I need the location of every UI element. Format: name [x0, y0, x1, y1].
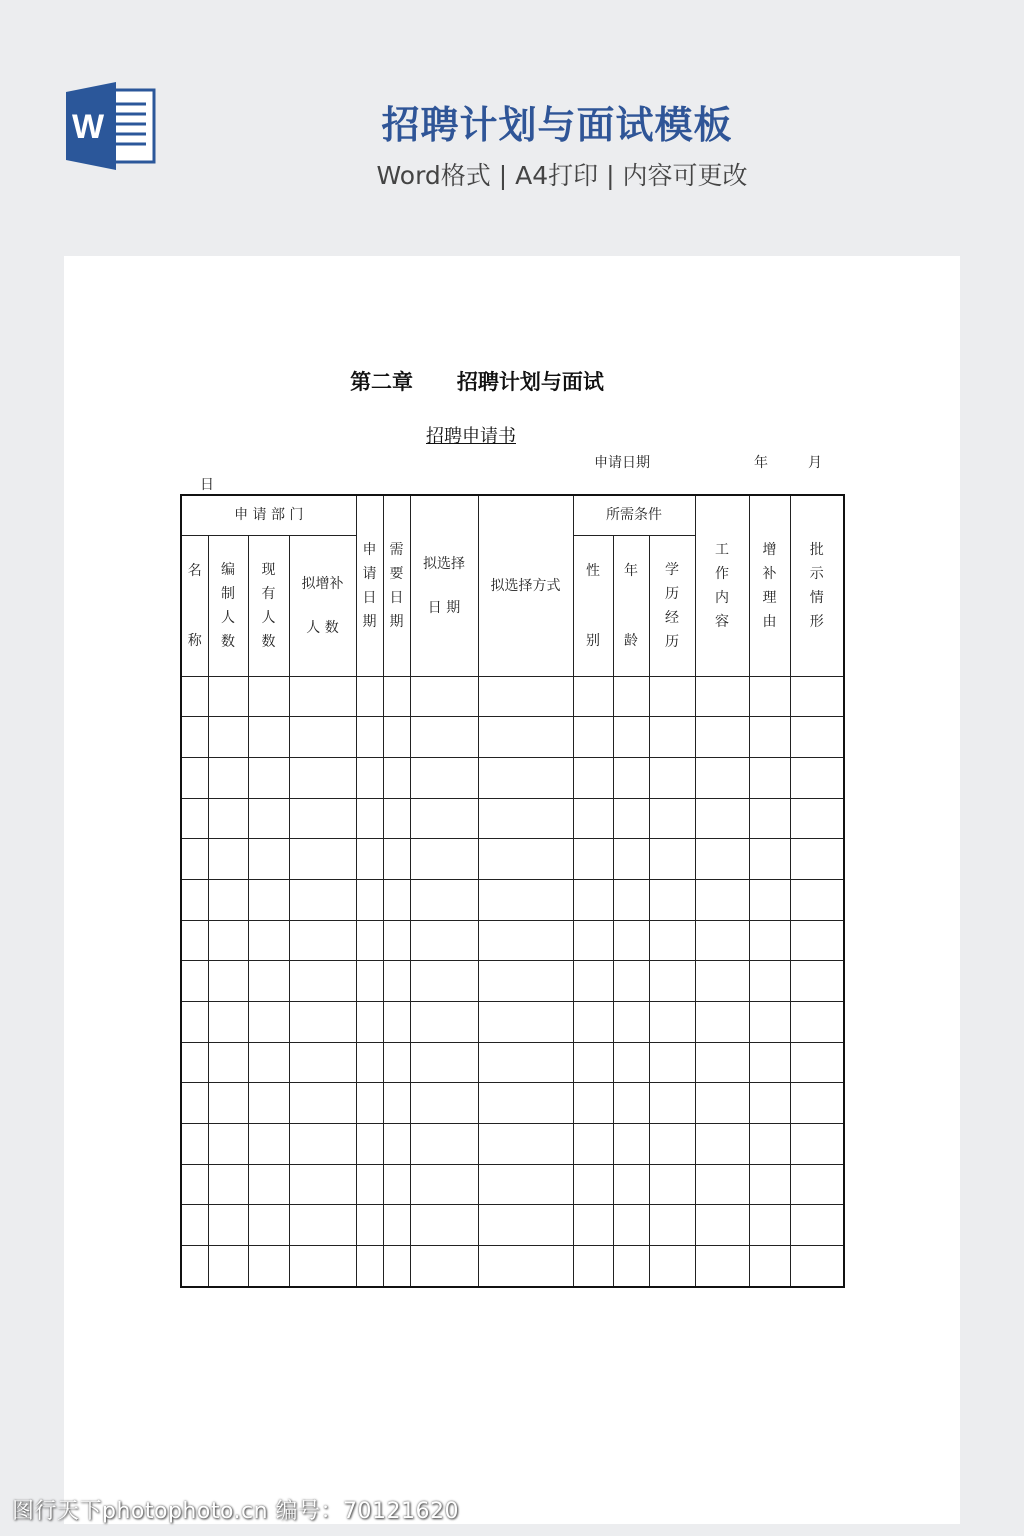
table-cell[interactable] [613, 961, 649, 1002]
table-cell[interactable] [790, 1042, 844, 1083]
table-cell[interactable] [356, 1246, 383, 1287]
table-cell[interactable] [383, 798, 410, 839]
table-cell[interactable] [613, 1124, 649, 1165]
table-cell[interactable] [410, 839, 478, 880]
header-age: 年龄 [613, 535, 649, 676]
table-cell[interactable] [695, 1164, 749, 1205]
table-cell[interactable] [649, 1246, 695, 1287]
table-cell[interactable] [248, 879, 289, 920]
table-cell[interactable] [356, 798, 383, 839]
table-cell[interactable] [749, 798, 790, 839]
table-cell[interactable] [356, 1205, 383, 1246]
table-cell[interactable] [208, 1002, 248, 1043]
table-cell[interactable] [383, 676, 410, 717]
table-cell[interactable] [749, 1164, 790, 1205]
table-cell[interactable] [356, 1164, 383, 1205]
table-row [181, 717, 844, 758]
table-cell[interactable] [613, 879, 649, 920]
table-cell[interactable] [749, 1042, 790, 1083]
table-cell[interactable] [181, 839, 208, 880]
table-cell[interactable] [410, 1205, 478, 1246]
table-cell[interactable] [289, 961, 356, 1002]
table-cell[interactable] [248, 798, 289, 839]
header-select-method: 拟选择方式 [478, 495, 573, 676]
month-label: 月 [808, 455, 822, 471]
table-cell[interactable] [478, 717, 573, 758]
table-cell[interactable] [695, 1205, 749, 1246]
table-cell[interactable] [289, 1083, 356, 1124]
table-cell[interactable] [248, 839, 289, 880]
table-cell[interactable] [613, 1205, 649, 1246]
table-cell[interactable] [208, 961, 248, 1002]
header-approval: 批示情形 [790, 495, 844, 676]
table-cell[interactable] [410, 920, 478, 961]
table-cell[interactable] [749, 1124, 790, 1165]
table-row [181, 961, 844, 1002]
table-cell[interactable] [790, 879, 844, 920]
table-cell[interactable] [478, 879, 573, 920]
table-cell[interactable] [181, 1164, 208, 1205]
table-cell[interactable] [695, 920, 749, 961]
table-cell[interactable] [383, 1205, 410, 1246]
table-cell[interactable] [383, 961, 410, 1002]
table-cell[interactable] [289, 1042, 356, 1083]
table-cell[interactable] [478, 1083, 573, 1124]
table-cell[interactable] [410, 757, 478, 798]
table-cell[interactable] [749, 961, 790, 1002]
table-cell[interactable] [410, 1042, 478, 1083]
table-cell[interactable] [248, 1042, 289, 1083]
table-cell[interactable] [790, 961, 844, 1002]
table-cell[interactable] [289, 1164, 356, 1205]
table-cell[interactable] [248, 676, 289, 717]
table-cell[interactable] [790, 1124, 844, 1165]
table-cell[interactable] [181, 798, 208, 839]
table-cell[interactable] [383, 1042, 410, 1083]
table-cell[interactable] [649, 1164, 695, 1205]
table-cell[interactable] [573, 920, 613, 961]
table-cell[interactable] [356, 717, 383, 758]
form-title: 招聘申请书 [426, 426, 516, 447]
page-subtitle: Word格式 | A4打印 | 内容可更改 [376, 161, 748, 190]
table-cell[interactable] [181, 1205, 208, 1246]
table-cell[interactable] [410, 1124, 478, 1165]
table-cell[interactable] [289, 717, 356, 758]
table-cell[interactable] [478, 1124, 573, 1165]
header-reason: 增补理由 [749, 495, 790, 676]
table-cell[interactable] [749, 757, 790, 798]
table-cell[interactable] [790, 717, 844, 758]
table-cell[interactable] [248, 1205, 289, 1246]
table-cell[interactable] [790, 1083, 844, 1124]
table-cell[interactable] [649, 757, 695, 798]
table-cell[interactable] [790, 798, 844, 839]
table-cell[interactable] [573, 839, 613, 880]
table-cell[interactable] [613, 1002, 649, 1043]
table-cell[interactable] [573, 879, 613, 920]
table-cell[interactable] [573, 1164, 613, 1205]
table-cell[interactable] [208, 1042, 248, 1083]
table-row [181, 839, 844, 880]
table-row [181, 1164, 844, 1205]
table-cell[interactable] [613, 1246, 649, 1287]
table-cell[interactable] [410, 798, 478, 839]
table-cell[interactable] [790, 676, 844, 717]
table-cell[interactable] [410, 1246, 478, 1287]
table-cell[interactable] [573, 798, 613, 839]
table-cell[interactable] [613, 1042, 649, 1083]
table-cell[interactable] [649, 798, 695, 839]
table-cell[interactable] [410, 1083, 478, 1124]
table-cell[interactable] [613, 1083, 649, 1124]
table-cell[interactable] [356, 1124, 383, 1165]
table-cell[interactable] [181, 879, 208, 920]
page-title: 招聘计划与面试模板 [381, 103, 733, 147]
table-cell[interactable] [695, 717, 749, 758]
table-cell[interactable] [695, 676, 749, 717]
table-row [181, 676, 844, 717]
table-cell[interactable] [573, 1002, 613, 1043]
table-cell[interactable] [289, 920, 356, 961]
table-cell[interactable] [695, 798, 749, 839]
table-cell[interactable] [749, 717, 790, 758]
table-cell[interactable] [695, 1002, 749, 1043]
word-icon-letter: W [71, 108, 105, 146]
table-cell[interactable] [613, 839, 649, 880]
table-cell[interactable] [478, 839, 573, 880]
table-cell[interactable] [649, 839, 695, 880]
table-cell[interactable] [573, 1205, 613, 1246]
table-cell[interactable] [289, 879, 356, 920]
table-cell[interactable] [749, 879, 790, 920]
table-cell[interactable] [289, 1124, 356, 1165]
table-cell[interactable] [573, 961, 613, 1002]
table-cell[interactable] [749, 1002, 790, 1043]
table-cell[interactable] [208, 798, 248, 839]
table-cell[interactable] [181, 757, 208, 798]
table-cell[interactable] [410, 961, 478, 1002]
table-cell[interactable] [248, 1124, 289, 1165]
table-cell[interactable] [383, 1164, 410, 1205]
header-gender: 性别 [573, 535, 613, 676]
table-cell[interactable] [383, 717, 410, 758]
table-cell[interactable] [208, 920, 248, 961]
table-row [181, 1083, 844, 1124]
table-cell[interactable] [749, 1246, 790, 1287]
table-cell[interactable] [478, 1205, 573, 1246]
header-dept-group: 申 请 部 门 [181, 495, 356, 535]
table-cell[interactable] [573, 1083, 613, 1124]
table-cell[interactable] [649, 920, 695, 961]
table-cell[interactable] [356, 961, 383, 1002]
table-cell[interactable] [613, 757, 649, 798]
table-cell[interactable] [181, 717, 208, 758]
table-cell[interactable] [181, 1042, 208, 1083]
table-row [181, 1246, 844, 1287]
table-cell[interactable] [383, 1124, 410, 1165]
table-cell[interactable] [208, 1164, 248, 1205]
watermark: 图行天下photophoto.cn 编号：70121620 [12, 1499, 460, 1524]
table-cell[interactable] [248, 1246, 289, 1287]
table-cell[interactable] [208, 1246, 248, 1287]
table-cell[interactable] [208, 757, 248, 798]
header-add-count: 拟增补 人 数 [289, 535, 356, 676]
table-cell[interactable] [649, 717, 695, 758]
table-cell[interactable] [248, 1002, 289, 1043]
table-cell[interactable] [695, 839, 749, 880]
header-select-date: 拟选择 日 期 [410, 495, 478, 676]
table-cell[interactable] [356, 757, 383, 798]
table-cell[interactable] [790, 1164, 844, 1205]
table-cell[interactable] [749, 1205, 790, 1246]
table-cell[interactable] [248, 920, 289, 961]
table-cell[interactable] [790, 920, 844, 961]
chapter-heading: 第二章 招聘计划与面试 [350, 369, 604, 394]
table-cell[interactable] [749, 920, 790, 961]
table-cell[interactable] [649, 1205, 695, 1246]
table-cell[interactable] [248, 1083, 289, 1124]
table-cell[interactable] [649, 1042, 695, 1083]
day-label: 日 [200, 477, 214, 493]
table-cell[interactable] [181, 1246, 208, 1287]
table-cell[interactable] [790, 1246, 844, 1287]
table-cell[interactable] [356, 676, 383, 717]
table-row [181, 1002, 844, 1043]
table-cell[interactable] [181, 920, 208, 961]
table-cell[interactable] [573, 1124, 613, 1165]
table-cell[interactable] [649, 1002, 695, 1043]
table-cell[interactable] [649, 1124, 695, 1165]
header-requirements-group: 所需条件 [573, 495, 695, 535]
table-cell[interactable] [383, 757, 410, 798]
table-cell[interactable] [573, 1042, 613, 1083]
table-cell[interactable] [181, 1083, 208, 1124]
table-cell[interactable] [478, 1002, 573, 1043]
table-body [181, 676, 844, 1287]
table-cell[interactable] [248, 757, 289, 798]
table-cell[interactable] [410, 676, 478, 717]
table-cell[interactable] [208, 1124, 248, 1165]
table-cell[interactable] [289, 798, 356, 839]
table-cell[interactable] [208, 879, 248, 920]
table-cell[interactable] [695, 1083, 749, 1124]
table-cell[interactable] [695, 757, 749, 798]
table-cell[interactable] [649, 1083, 695, 1124]
header-apply-date: 申请日期 [356, 495, 383, 676]
table-cell[interactable] [790, 839, 844, 880]
table-cell[interactable] [649, 961, 695, 1002]
table-cell[interactable] [383, 920, 410, 961]
table-cell[interactable] [410, 879, 478, 920]
recruitment-application-table [180, 494, 845, 1288]
table-cell[interactable] [356, 879, 383, 920]
table-cell[interactable] [356, 1002, 383, 1043]
table-cell[interactable] [478, 961, 573, 1002]
table-cell[interactable] [790, 757, 844, 798]
table-cell[interactable] [573, 676, 613, 717]
table-row [181, 879, 844, 920]
table-cell[interactable] [695, 1246, 749, 1287]
table-cell[interactable] [573, 1246, 613, 1287]
table-cell[interactable] [383, 1083, 410, 1124]
table-cell[interactable] [478, 1164, 573, 1205]
table-cell[interactable] [289, 676, 356, 717]
table-cell[interactable] [356, 1042, 383, 1083]
table-cell[interactable] [478, 1042, 573, 1083]
table-cell[interactable] [289, 1205, 356, 1246]
table-cell[interactable] [289, 839, 356, 880]
table-cell[interactable] [478, 798, 573, 839]
table-cell[interactable] [749, 1083, 790, 1124]
table-row [181, 920, 844, 961]
table-cell[interactable] [248, 961, 289, 1002]
table-cell[interactable] [289, 1002, 356, 1043]
table-cell[interactable] [356, 1083, 383, 1124]
table-cell[interactable] [573, 757, 613, 798]
table-cell[interactable] [749, 839, 790, 880]
table-cell[interactable] [181, 1124, 208, 1165]
year-label: 年 [754, 455, 768, 471]
table-row [181, 757, 844, 798]
table-cell[interactable] [749, 676, 790, 717]
table-cell[interactable] [790, 1002, 844, 1043]
table-cell[interactable] [649, 879, 695, 920]
table-cell[interactable] [289, 1246, 356, 1287]
header-job-content: 工作内容 [695, 495, 749, 676]
table-cell[interactable] [478, 757, 573, 798]
table-cell[interactable] [383, 1002, 410, 1043]
table-cell[interactable] [613, 717, 649, 758]
table-cell[interactable] [208, 1205, 248, 1246]
table-cell[interactable] [573, 717, 613, 758]
table-cell[interactable] [356, 920, 383, 961]
table-cell[interactable] [613, 798, 649, 839]
date-label: 申请日期 [594, 455, 650, 471]
table-cell[interactable] [383, 879, 410, 920]
table-cell[interactable] [248, 717, 289, 758]
table-cell[interactable] [289, 757, 356, 798]
table-cell[interactable] [613, 676, 649, 717]
table-cell[interactable] [383, 1246, 410, 1287]
table-row [181, 1042, 844, 1083]
table-cell[interactable] [208, 676, 248, 717]
table-cell[interactable] [790, 1205, 844, 1246]
table-cell[interactable] [181, 961, 208, 1002]
table-cell[interactable] [410, 1164, 478, 1205]
table-cell[interactable] [695, 961, 749, 1002]
table-cell[interactable] [478, 920, 573, 961]
table-row [181, 1205, 844, 1246]
table-cell[interactable] [613, 920, 649, 961]
table-cell[interactable] [181, 676, 208, 717]
header-quota: 编制人数 [208, 535, 248, 676]
table-cell[interactable] [208, 839, 248, 880]
table-row [181, 1124, 844, 1165]
table-cell[interactable] [695, 1124, 749, 1165]
table-cell[interactable] [248, 1164, 289, 1205]
table-cell[interactable] [695, 1042, 749, 1083]
table-cell[interactable] [208, 1083, 248, 1124]
table-cell[interactable] [356, 839, 383, 880]
table-cell[interactable] [208, 717, 248, 758]
header-need-date: 需要日期 [383, 495, 410, 676]
table-cell[interactable] [383, 839, 410, 880]
header-current: 现有人数 [248, 535, 289, 676]
document-page [64, 256, 960, 1524]
table-cell[interactable] [695, 879, 749, 920]
table-cell[interactable] [478, 1246, 573, 1287]
table-cell[interactable] [613, 1164, 649, 1205]
table-row [181, 798, 844, 839]
table-cell[interactable] [410, 717, 478, 758]
header-name: 名称 [181, 535, 208, 676]
table-cell[interactable] [649, 676, 695, 717]
table-cell[interactable] [181, 1002, 208, 1043]
table-cell[interactable] [478, 676, 573, 717]
table-cell[interactable] [410, 1002, 478, 1043]
header-education: 学历经历 [649, 535, 695, 676]
